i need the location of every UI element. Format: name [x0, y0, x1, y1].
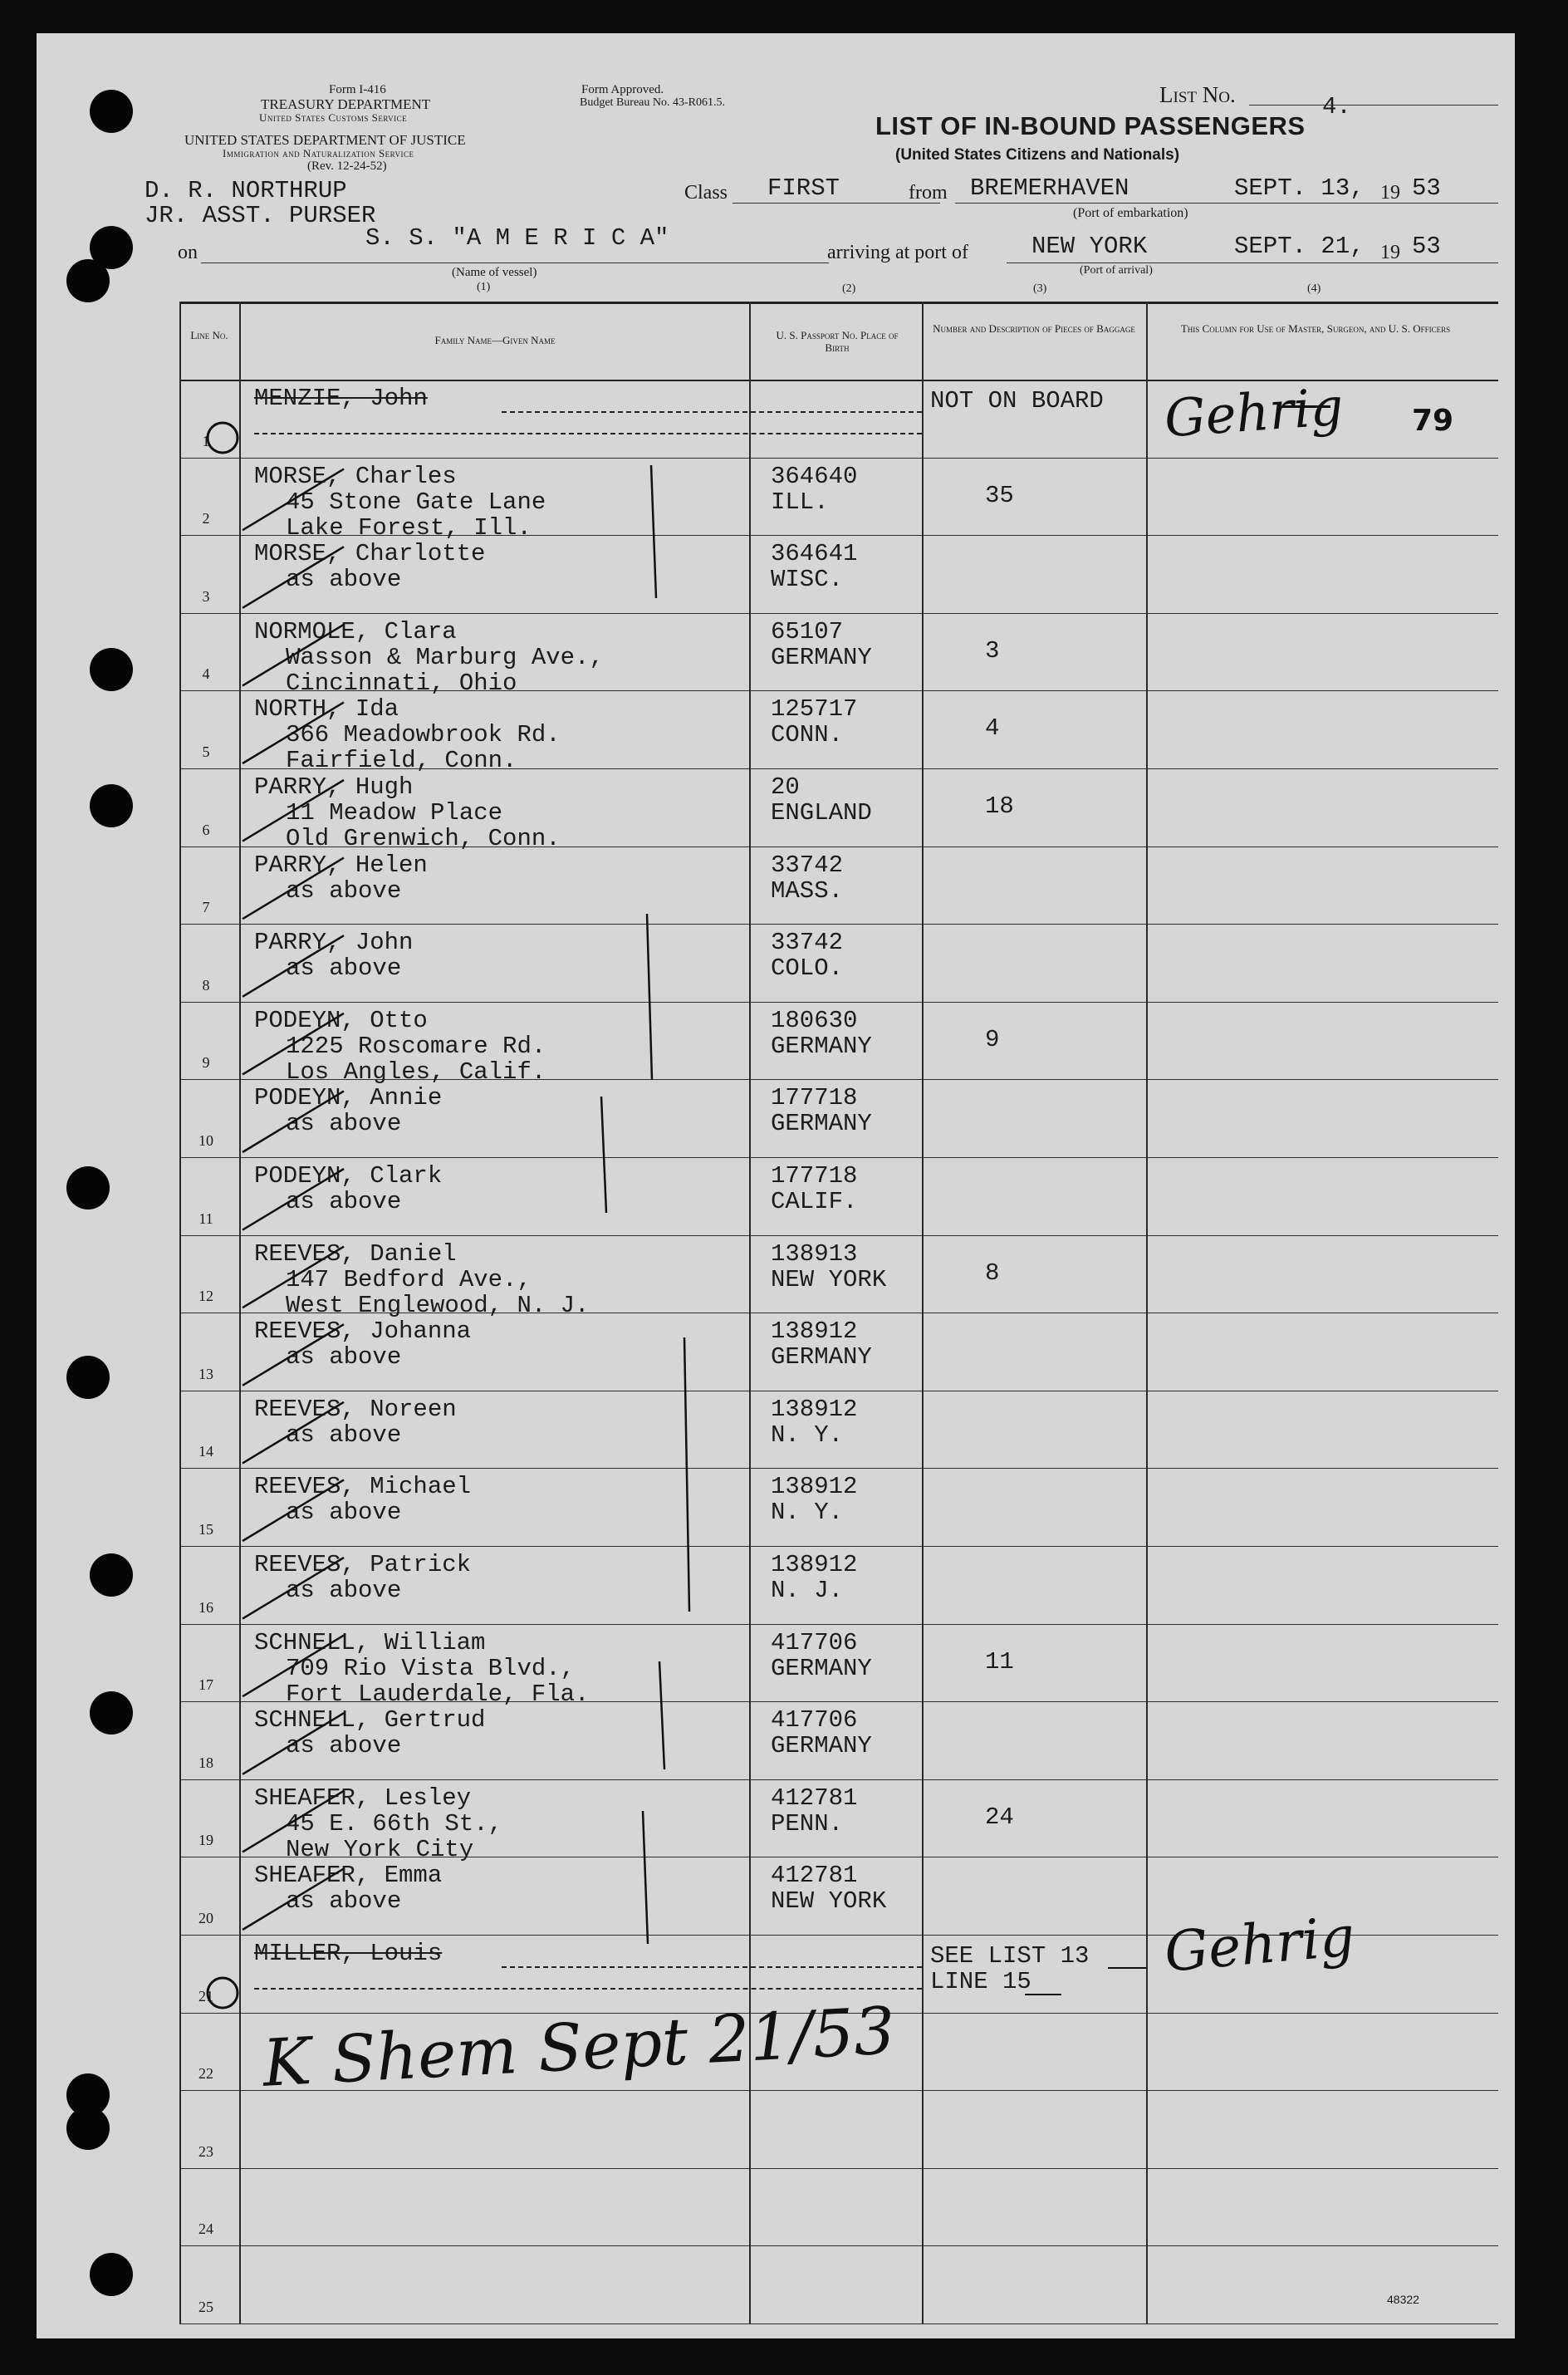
line-number: 18: [198, 1754, 213, 1771]
punch-hole: [66, 1356, 110, 1399]
line-number: 23: [198, 2142, 213, 2160]
place-of-birth: ENGLAND: [771, 799, 872, 827]
check-mark: [243, 625, 344, 686]
place-of-birth: GERMANY: [771, 1732, 872, 1760]
department-of-justice: UNITED STATES DEPARTMENT OF JUSTICE: [184, 132, 466, 148]
passport-number: 138912: [771, 1473, 858, 1501]
passport-number: 138912: [771, 1551, 858, 1578]
passenger-name: MORSE, Charles: [254, 462, 457, 490]
baggage-count: 4: [985, 714, 1000, 743]
inspector-signature: K Shem Sept 21/53: [261, 1994, 897, 2102]
passenger-address: 45 E. 66th St.,: [286, 1809, 503, 1838]
passenger-address: as above: [286, 876, 402, 905]
passport-number: 364641: [771, 540, 858, 568]
place-of-birth: GERMANY: [771, 643, 872, 671]
check-mark: [243, 1636, 344, 1697]
passenger-address: Lake Forest, Ill.: [286, 513, 532, 542]
line-number: 8: [202, 976, 210, 994]
baggage-count: SEE LIST 13 LINE 15: [930, 1942, 1090, 1995]
passenger-address: as above: [286, 1499, 402, 1527]
line-number: 1: [202, 432, 210, 449]
passenger-address: Cincinnati, Ohio: [286, 669, 517, 697]
check-mark: [243, 547, 344, 608]
port-of-embarkation: BREMERHAVEN: [970, 174, 1129, 202]
passport-number: 125717: [771, 695, 858, 724]
line-number: 11: [198, 1210, 213, 1227]
passenger-address: Los Angles, Calif.: [286, 1057, 546, 1086]
ink-marks-overlay: [37, 33, 1515, 2338]
passenger-address: 45 Stone Gate Lane: [286, 488, 546, 516]
passenger-name: MENZIE, John: [254, 385, 428, 412]
check-mark: [243, 935, 344, 997]
passenger-name: PODEYN, Clark: [254, 1162, 443, 1190]
line-number: 4: [202, 665, 210, 683]
place-of-birth: GERMANY: [771, 1032, 872, 1060]
place-of-birth: ILL.: [771, 488, 829, 516]
line-number: 2: [202, 510, 210, 528]
passport-number: 177718: [771, 1162, 858, 1190]
baggage-count: NOT ON BOARD: [930, 387, 1104, 415]
arrival-year: 53: [1412, 233, 1441, 260]
baggage-count: 9: [985, 1025, 1000, 1053]
bracket-mark: [601, 1097, 606, 1213]
manifest-title: LIST OF IN-BOUND PASSENGERS: [875, 111, 1306, 140]
place-of-birth: CONN.: [771, 721, 844, 749]
passport-number: 180630: [771, 1006, 858, 1034]
passport-number: 33742: [771, 851, 844, 879]
budget-bureau: Budget Bureau No. 43-R061.5.: [580, 96, 725, 109]
passenger-address: Fairfield, Conn.: [286, 747, 517, 775]
baggage-count: 24: [985, 1803, 1014, 1831]
form-revision: (Rev. 12-24-52): [307, 159, 387, 173]
passport-number: 417706: [771, 1628, 858, 1656]
passenger-address: 1225 Roscomare Rd.: [286, 1032, 546, 1060]
col-num-4: (4): [1307, 282, 1321, 295]
passport-number: 412781: [771, 1862, 858, 1890]
check-mark: [243, 1713, 344, 1774]
punch-hole: [90, 1691, 133, 1735]
passenger-name: NORMOLE, Clara: [254, 617, 457, 645]
class-label: Class: [684, 182, 728, 204]
baggage-count: 3: [985, 636, 1000, 665]
passenger-name: PARRY, Hugh: [254, 773, 414, 801]
line-number: 3: [202, 587, 210, 605]
passenger-name: SCHNELL, William: [254, 1628, 486, 1656]
vessel-caption: (Name of vessel): [452, 266, 537, 279]
place-of-birth: N. J.: [771, 1577, 844, 1604]
arriving-label: arriving at port of: [827, 242, 968, 263]
place-of-birth: N. Y.: [771, 1499, 844, 1527]
passenger-address: 147 Bedford Ave.,: [286, 1265, 532, 1293]
passenger-name: MILLER, Louis: [254, 1940, 443, 1967]
officer-note-row21: Gehrig: [1162, 1904, 1358, 1985]
place-of-birth: GERMANY: [771, 1110, 872, 1138]
passenger-address: 709 Rio Vista Blvd.,: [286, 1654, 576, 1682]
place-of-birth: CALIF.: [771, 1188, 858, 1215]
col-header-line: Line No.: [190, 329, 228, 341]
footer-code: 48322: [1387, 2293, 1419, 2306]
immigration-service: Immigration and Naturalization Service: [223, 147, 414, 159]
check-mark: [243, 1091, 344, 1152]
list-number: 4.: [1322, 93, 1351, 120]
form-number: Form I-416: [329, 83, 386, 96]
punch-hole: [90, 784, 133, 827]
purser-name: D. R. NORTHRUP: [145, 177, 347, 204]
col-num-2: (2): [842, 282, 856, 295]
check-mark: [243, 1169, 344, 1230]
departure-date: SEPT. 13,: [1234, 174, 1365, 202]
number-row1: 79: [1412, 404, 1454, 438]
passenger-name: REEVES, Daniel: [254, 1239, 457, 1268]
class-value: FIRST: [767, 174, 840, 202]
passenger-address: as above: [286, 1887, 402, 1916]
check-mark: [243, 1791, 344, 1852]
baggage-count: 8: [985, 1259, 1000, 1287]
on-label: on: [178, 242, 198, 263]
passport-number: 138912: [771, 1395, 858, 1423]
passenger-address: as above: [286, 1188, 402, 1215]
passenger-address: as above: [286, 954, 402, 983]
form-approved: Form Approved.: [581, 83, 664, 96]
line-number: 19: [198, 1832, 213, 1849]
line-number: 10: [198, 1132, 213, 1149]
line-number: 15: [198, 1521, 213, 1538]
passenger-address: as above: [286, 1577, 402, 1604]
check-mark: [243, 1013, 344, 1075]
passenger-name: REEVES, Michael: [254, 1473, 472, 1501]
line-number: 6: [202, 821, 210, 838]
manifest-subtitle: (United States Citizens and Nationals): [895, 146, 1180, 164]
manifest-page: [37, 33, 1515, 2338]
punch-hole: [66, 1166, 110, 1210]
passport-number: 20: [771, 773, 800, 801]
passenger-name: SHEAFER, Lesley: [254, 1784, 472, 1812]
punch-hole: [66, 2107, 110, 2150]
bracket-mark: [659, 1661, 664, 1769]
circle-mark: [208, 1978, 238, 2008]
punch-hole: [90, 648, 133, 691]
arrival-date: SEPT. 21,: [1234, 233, 1365, 260]
passenger-address: New York City: [286, 1835, 474, 1863]
line-number: 22: [198, 2065, 213, 2083]
port-arrival-caption: (Port of arrival): [1080, 264, 1153, 277]
line-number: 5: [202, 743, 210, 760]
bracket-mark: [684, 1337, 689, 1612]
passport-number: 417706: [771, 1706, 858, 1735]
col-header-baggage: Number and Description of Pieces of Baggage: [933, 322, 1135, 335]
passenger-address: Wasson & Marburg Ave.,: [286, 643, 604, 671]
passport-number: 33742: [771, 929, 844, 957]
list-no-label: List No.: [1159, 82, 1236, 107]
passport-number: 65107: [771, 617, 844, 645]
passenger-address: as above: [286, 566, 402, 594]
bracket-mark: [651, 465, 656, 598]
passenger-address: as above: [286, 1732, 402, 1760]
place-of-birth: N. Y.: [771, 1421, 844, 1449]
port-of-arrival: NEW YORK: [1031, 233, 1148, 260]
passenger-name: SHEAFER, Emma: [254, 1862, 443, 1890]
line-number: 25: [198, 2299, 213, 2315]
bracket-mark: [643, 1811, 648, 1944]
passenger-address: West Englewood, N. J.: [286, 1291, 590, 1319]
passenger-name: SCHNELL, Gertrud: [254, 1706, 486, 1735]
port-embarkation-caption: (Port of embarkation): [1073, 206, 1188, 220]
check-mark: [243, 702, 344, 763]
line-number: 24: [198, 2220, 213, 2238]
col-num-1: (1): [477, 281, 491, 293]
punch-hole: [90, 90, 133, 133]
passport-number: 177718: [771, 1084, 858, 1112]
passenger-name: PODEYN, Annie: [254, 1084, 443, 1112]
place-of-birth: PENN.: [771, 1809, 844, 1838]
place-of-birth: WISC.: [771, 566, 844, 594]
place-of-birth: MASS.: [771, 876, 844, 905]
passenger-name: PODEYN, Otto: [254, 1006, 428, 1034]
passenger-name: NORTH, Ida: [254, 695, 399, 724]
passenger-address: 366 Meadowbrook Rd.: [286, 721, 561, 749]
line-number: 20: [198, 1910, 213, 1926]
check-mark: [243, 1868, 344, 1930]
col-header-officers: This Column for Use of Master, Surgeon, and U. S. Officers: [1180, 322, 1451, 335]
depart-year-prefix: 19: [1380, 182, 1400, 204]
line-number: 16: [198, 1598, 213, 1616]
baggage-count: 18: [985, 792, 1014, 820]
check-mark: [243, 1558, 344, 1619]
passport-number: 138912: [771, 1318, 858, 1346]
place-of-birth: COLO.: [771, 954, 844, 983]
passenger-address: 11 Meadow Place: [286, 799, 503, 827]
check-mark: [243, 858, 344, 920]
punch-hole: [66, 259, 110, 302]
treasury-department: TREASURY DEPARTMENT: [261, 96, 431, 112]
punch-hole: [90, 2253, 133, 2296]
punch-hole: [90, 1553, 133, 1597]
col-num-3: (3): [1033, 282, 1047, 295]
line-number: 12: [198, 1288, 213, 1305]
customs-service: United States Customs Service: [259, 111, 408, 124]
passenger-address: as above: [286, 1421, 402, 1449]
passenger-address: Old Grenwich, Conn.: [286, 825, 561, 852]
circle-mark: [208, 423, 238, 453]
baggage-count: 35: [985, 481, 1014, 509]
baggage-count: 11: [985, 1647, 1014, 1676]
passport-number: 138913: [771, 1239, 858, 1268]
check-mark: [243, 1402, 344, 1464]
passenger-name: REEVES, Patrick: [254, 1551, 472, 1578]
line-number: 9: [202, 1054, 210, 1072]
passenger-name: PARRY, John: [254, 929, 414, 957]
bracket-mark: [647, 914, 652, 1080]
check-mark: [243, 1247, 344, 1308]
line-number: 21: [198, 1987, 213, 2005]
passenger-address: as above: [286, 1110, 402, 1138]
line-number: 14: [198, 1443, 213, 1460]
check-mark: [243, 1324, 344, 1386]
passport-number: 364640: [771, 462, 858, 490]
passenger-address: Fort Lauderdale, Fla.: [286, 1680, 590, 1708]
place-of-birth: GERMANY: [771, 1654, 872, 1682]
line-number: 13: [198, 1365, 213, 1382]
check-mark: [243, 469, 344, 531]
passenger-name: REEVES, Johanna: [254, 1318, 472, 1346]
passenger-name: REEVES, Noreen: [254, 1395, 457, 1423]
vessel-name: S. S. "A M E R I C A": [365, 224, 669, 252]
passenger-name: PARRY, Helen: [254, 851, 428, 879]
officer-note-row1: Gehrig: [1162, 375, 1345, 449]
check-mark: [243, 1479, 344, 1541]
col-header-name: Family Name—Given Name: [434, 334, 556, 346]
place-of-birth: NEW YORK: [771, 1265, 887, 1293]
passenger-address: as above: [286, 1343, 402, 1372]
departure-year: 53: [1412, 174, 1441, 202]
purser-title: JR. ASST. PURSER: [145, 202, 376, 229]
passenger-name: MORSE, Charlotte: [254, 540, 486, 568]
place-of-birth: NEW YORK: [771, 1887, 887, 1916]
from-label: from: [909, 182, 948, 204]
col-header-passport: U. S. Passport No. Place of Birth: [776, 329, 899, 354]
arrival-year-prefix: 19: [1380, 242, 1400, 263]
passport-number: 412781: [771, 1784, 858, 1812]
line-number: 7: [202, 899, 210, 916]
line-number: 17: [198, 1676, 213, 1694]
check-mark: [243, 780, 344, 842]
place-of-birth: GERMANY: [771, 1343, 872, 1372]
